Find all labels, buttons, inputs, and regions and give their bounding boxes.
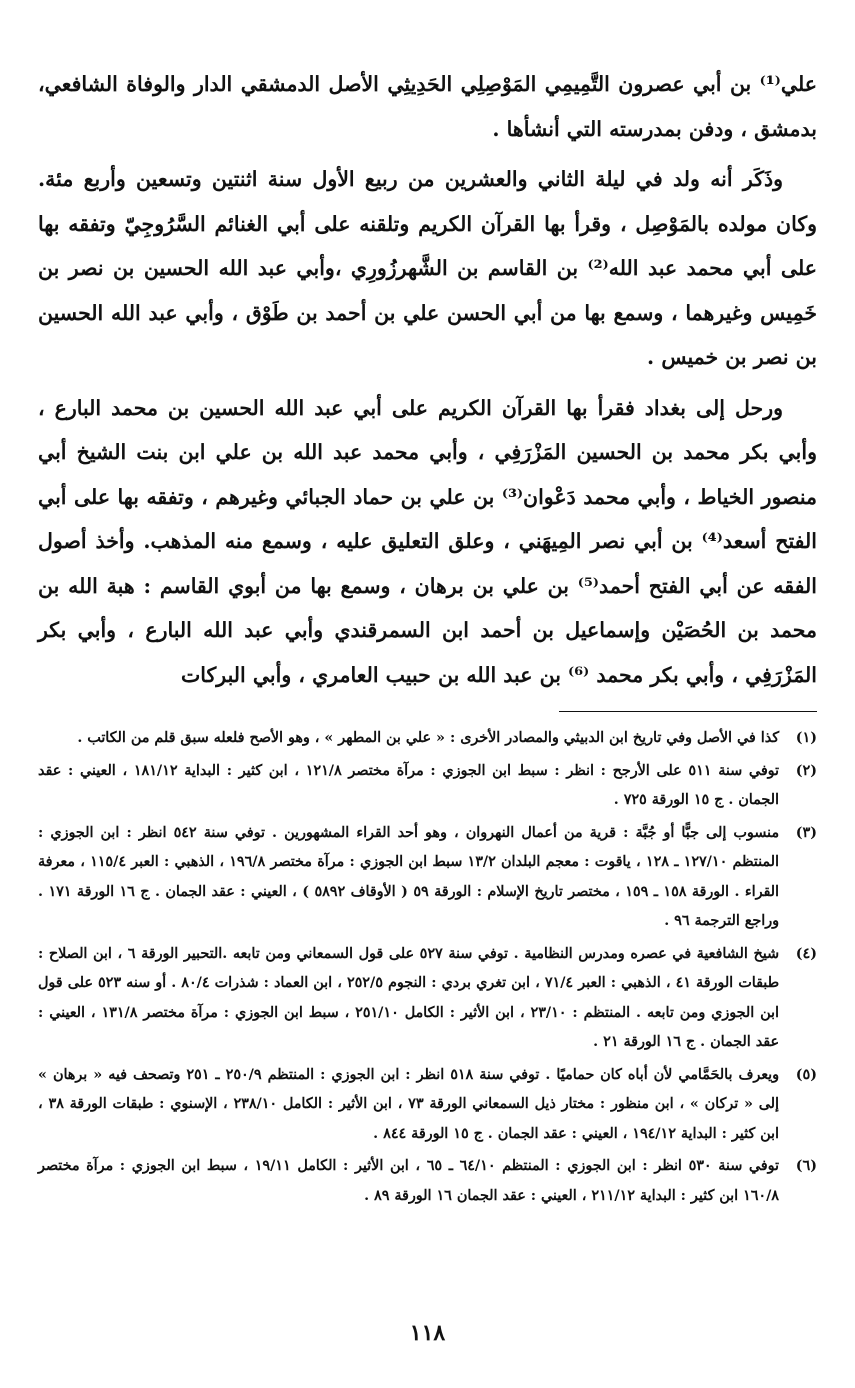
footnotes	[38, 724, 817, 1211]
footnote-2	[38, 757, 817, 816]
main-text	[38, 62, 817, 697]
footnote-divider	[559, 711, 817, 712]
footnote-number: (٤)	[795, 945, 817, 962]
footnote-text: شيخ الشافعية في عصره ومدرس النظامية . توفي سنة ٥٢٧ على قول السمعاني ومن تابعه .التحبير الورقة ٦ ، ابن الصلاح : طبقات الورقة ٤١ ، الذهبي : العبر ٧١/٤ ، ابن تغري بردي : النجوم ٢٥٢/٥ ، ابن العماد : شذرات ٨٠/٤ . أو سنه ٥٢٣ على قول ابن الجوزي ومن تابعه . المنتظم : ٢٣/١٠ ، ابن الأثير : الكامل ٢٥١/١٠ ، سبط ابن الجوزي : مرآة مختصر ١٣١/٨ ، العيني : عقد الجمان . ج ١٦ الورقة ٢١ .	[38, 945, 779, 1050]
footnote-number: (٥)	[795, 1066, 817, 1083]
footnote-number: (٦)	[795, 1158, 817, 1174]
footnote-4	[38, 940, 817, 1058]
paragraph-3: ورحل إلى بغداد فقرأ بها القرآن الكريم على أبي عبد الله الحسين بن محمد البارع ، وأبي بكر محمد بن الحسين المَزْرَفِي ، وأبي محمد عبد الله بن علي ابن بنت الشيخ أبي منصور الخياط ، وأبي محمد دَعْوان⁽³⁾ بن علي بن حماد الجبائي وغيرهم ، وتفقه بها على أبي الفتح أسعد⁽⁴⁾ بن أبي نصر المِيهَني ، وعلق التعليق عليه ، وسمع منه المذهب. وأخذ أصول الفقه عن أبي الفتح أحمد⁽⁵⁾ بن علي بن برهان ، وسمع بها من أبوي القاسم : هبة الله بن محمد بن الحُصَيْن وإسماعيل بن أحمد ابن السمرقندي وأبي عبد الله البارع ، وأبي بكر المَزْرَفِي ، وأبي بكر محمد ⁽⁶⁾ بن عبد الله بن حبيب العامري ، وأبي البركات	[38, 395, 818, 687]
footnote-number: (٢)	[795, 762, 817, 779]
footnote-5	[38, 1061, 817, 1150]
footnote-text: ويعرف بالحَمَّامي لأن أباه كان حماميًا . توفي سنة ٥١٨ انظر : ابن الجوزي : المنتظم ٢٥٠/٩ ـ ٢٥١ وتصحف فيه « برهان » إلى « تركان » ، ابن منظور : مختار ذيل السمعاني الورقة ٧٣ ، ابن الأثير : الكامل ٢٣٨/١٠ ، الإسنوي : طبقات الورقة ٣٨ ، ابن كثير : البداية ١٩٤/١٢ ، العيني : عقد الجمان . ج ١٥ الورقة ٨٤٤ .	[38, 1066, 779, 1142]
footnote-number: (٣)	[795, 824, 817, 841]
footnote-text: كذا في الأصل وفي تاريخ ابن الدبيثي والمصادر الأخرى : « علي بن المطهر » ، وهو الأصح فلعله سبق قلم من الكاتب .	[77, 730, 779, 746]
footnote-6	[38, 1152, 817, 1211]
footnote-text: منسوب إلى جبًّا أو جُبَّة : قرية من أعمال النهروان ، وهو أحد القراء المشهورين . توفي سنة ٥٤٢ انظر : ابن الجوزي : المنتظم ١٢٧/١٠ ـ ١٢٨ ، ياقوت : معجم البلدان ١٣/٢ سبط ابن الجوزي : مرآة مختصر ١٩٦/٨ ، الذهبي : العبر ١١٥/٤ ، معرفة القراء . الورقة ١٥٨ ـ ١٥٩ ، مختصر تاريخ الإسلام : الورقة ٥٩ ( الأوقاف ٥٨٩٢ ) ، العيني : عقد الجمان . ج ١٦ الورقة ١٧١ . وراجع الترجمة ٩٦ .	[38, 824, 780, 929]
footnote-text: توفي سنة ٥١١ على الأرجح : انظر : سبط ابن الجوزي : مرآة مختصر ١٢١/٨ ، ابن كثير : البداية ١٨١/١٢ ، العيني : عقد الجمان . ج ١٥ الورقة ٧٢٥ .	[38, 762, 780, 808]
page-number: ١١٨	[409, 1320, 446, 1346]
footnote-3	[38, 819, 817, 937]
footnote-1	[38, 724, 817, 754]
paragraph-2: وذَكَر أنه ولد في ليلة الثاني والعشرين من ربيع الأول سنة اثنتين وتسعين وأربع مئة. وكان مولده بالمَوْصِل ، وقرأ بها القرآن الكريم وتلقنه على أبي الغنائم السَّرُوجِيّ وتفقه بها على أبي محمد عبد الله⁽²⁾ بن القاسم بن الشَّهرزُورِي ،وأبي عبد الله الحسين بن نصر بن خَمِيس وغيرهما ، وسمع بها من أبي الحسن علي بن أحمد بن طَوْق ، وأبي عبد الله الحسين بن نصر بن خميس .	[38, 167, 817, 369]
footnote-text: توفي سنة ٥٣٠ انظر : ابن الجوزي : المنتظم ٦٤/١٠ ـ ٦٥ ، ابن الأثير : الكامل ١٩/١١ ، سبط ابن الجوزي : مرآة مختصر ١٦٠/٨ ابن كثير : البداية ٢١١/١٢ ، العيني : عقد الجمان ١٦ الورقة ٨٩ .	[38, 1158, 779, 1204]
paragraph-1: علي⁽¹⁾ بن أبي عصرون التَّمِيمِي المَوْصِلِي الحَدِيثِي الأصل الدمشقي الدار والوفاة الشافعي، بدمشق ، ودفن بمدرسته التي أنشأها .	[38, 72, 817, 141]
footnote-number: (١)	[795, 730, 817, 746]
